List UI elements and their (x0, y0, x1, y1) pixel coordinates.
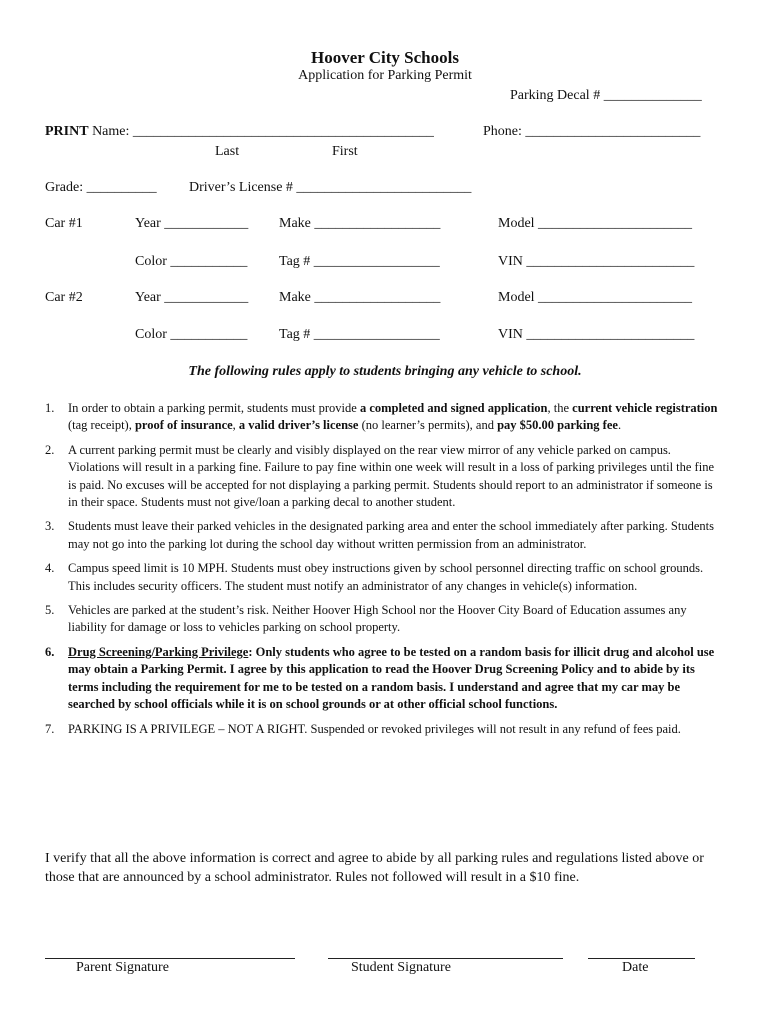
car1-year-field[interactable]: Year ____________ (135, 216, 249, 231)
phone-field[interactable]: Phone: _________________________ (483, 124, 701, 139)
rule-text: (no learner’s permits), and (358, 418, 498, 433)
rules-heading: The following rules apply to students bringing any vehicle to school. (188, 364, 582, 379)
date-label: Date (622, 960, 649, 975)
first-name-caption: First (332, 144, 358, 159)
rule-text: : Only students who agree to be tested on a random basis for illicit drug and alcohol use may obtain a Parking Permit. I agree by this application to read the Hoover Drug Screening Policy and to abide by its terms including the requirement for me to be tested on a random basis. I understand and agree that my car may be searched by school officials while it is on school grounds or at other official school functions. (68, 644, 715, 712)
rule-item (45, 560, 725, 595)
car1-label: Car #1 (45, 216, 83, 231)
car2-year-field[interactable]: Year ____________ (135, 290, 249, 305)
rule-item (45, 400, 725, 435)
last-name-caption: Last (215, 144, 240, 159)
rule-text-bold: proof of insurance (134, 418, 233, 433)
page-title: Hoover City Schools (311, 48, 459, 67)
parking-decal-field[interactable]: Parking Decal # ______________ (510, 88, 702, 103)
print-name-field[interactable] (45, 124, 434, 140)
rule-item (45, 442, 725, 512)
car1-tag-field[interactable]: Tag # __________________ (279, 254, 440, 269)
car2-color-field[interactable]: Color ___________ (135, 327, 248, 342)
rule-number: 3. (45, 519, 55, 534)
rule-text: (tag receipt), (68, 418, 135, 433)
drivers-license-field[interactable]: Driver’s License # _________________________ (189, 180, 472, 195)
rule-item (45, 518, 725, 553)
parent-signature-line[interactable] (45, 958, 295, 959)
date-line[interactable] (588, 958, 695, 959)
verification-statement: I verify that all the above information is correct and agree to abide by all parking rules and regulations listed above or those that are announced by a school administrator. Rules not followed will result in a $10 fine. (45, 851, 704, 885)
car2-tag-field[interactable]: Tag # __________________ (279, 327, 440, 342)
page-subtitle: Application for Parking Permit (298, 68, 472, 83)
car2-vin-field[interactable]: VIN ________________________ (498, 327, 695, 342)
rule-text: Campus speed limit is 10 MPH. Students must obey instructions given by school personnel directing traffic on school grounds. This includes security officers. The student must notify an administrator of any changes in vehicle(s) information. (68, 561, 704, 593)
rule-number: 5. (45, 603, 55, 618)
rule-number: 1. (45, 401, 55, 415)
car1-color-field[interactable]: Color ___________ (135, 254, 248, 269)
car2-model-field[interactable]: Model ______________________ (498, 290, 693, 305)
rule-text: A current parking permit must be clearly and visibly displayed on the rear view mirror of any vehicle parked on campus. Violations will result in a parking fine. Failure to pay fine within one week will result in a loss of parking privileges until the fine is paid. No excuses will be accepted for not displaying a parking permit. Students should report to an administrator if someone is in their space. Students must not give/loan a parking decal to another student. (68, 442, 714, 510)
rules-list (45, 400, 725, 738)
rule-text-bold: a valid driver’s license (238, 418, 359, 433)
student-signature-line[interactable] (328, 958, 563, 959)
rule-item (45, 644, 725, 714)
print-label: PRINT (45, 124, 89, 139)
rule-number: 7. (45, 721, 55, 736)
rule-text: PARKING IS A PRIVILEGE – NOT A RIGHT. Suspended or revoked privileges will not result in any refund of fees paid. (68, 721, 681, 736)
rule-number: 2. (45, 442, 55, 457)
rule-text-bold: current vehicle registration (572, 401, 718, 415)
rule-text-bold: a completed and signed application (359, 401, 548, 415)
car2-make-field[interactable]: Make __________________ (279, 290, 441, 305)
rule-text: . (617, 418, 622, 433)
car1-vin-field[interactable]: VIN ________________________ (498, 254, 695, 269)
parent-signature-label: Parent Signature (76, 960, 169, 975)
rule-text-bold: pay $50.00 parking fee (497, 418, 618, 433)
rule-text: Vehicles are parked at the student’s risk. Neither Hoover High School nor the Hoover City Board of Education assumes any liability for damage or loss to vehicles parking on school property. (68, 603, 687, 635)
drug-screening-label: Drug Screening/Parking Privilege (68, 644, 249, 659)
name-field-label: Name: ___________________________________________ (88, 124, 434, 139)
rule-item (45, 602, 725, 637)
student-signature-label: Student Signature (351, 960, 451, 975)
rule-text: , (232, 418, 239, 433)
rule-number: 6. (45, 644, 55, 659)
rule-item (45, 721, 725, 738)
rule-text: Students must leave their parked vehicles in the designated parking area and enter the school immediately after parking. Students may not go into the parking lot during the school day without written permission from an administrator. (68, 519, 714, 551)
rule-text: , the (547, 401, 573, 415)
grade-field[interactable]: Grade: __________ (45, 180, 157, 195)
rule-number: 4. (45, 561, 55, 576)
car1-model-field[interactable]: Model ______________________ (498, 216, 693, 231)
car1-make-field[interactable]: Make __________________ (279, 216, 441, 231)
car2-label: Car #2 (45, 290, 83, 305)
rule-text: In order to obtain a parking permit, students must provide (68, 401, 360, 415)
